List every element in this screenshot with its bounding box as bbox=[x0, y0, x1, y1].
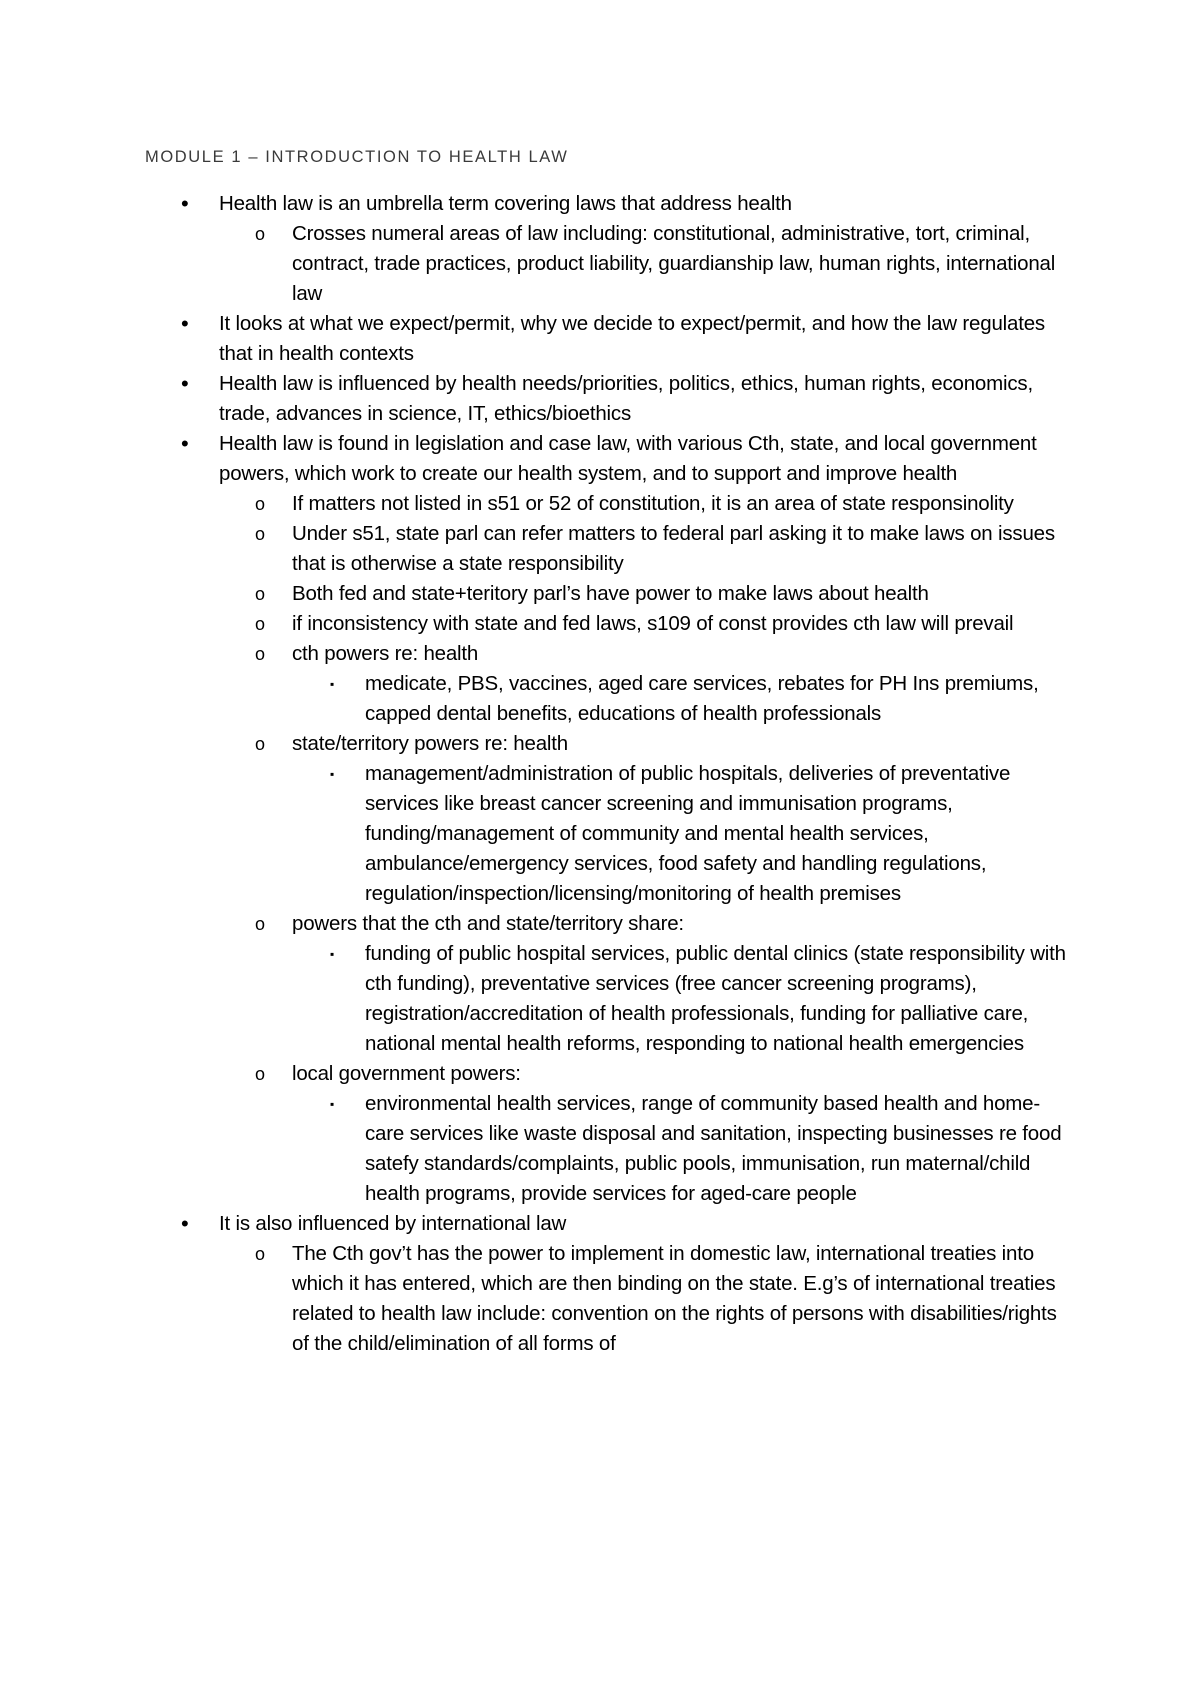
list-item-level-1 bbox=[0, 309, 1077, 369]
list-item-text: Health law is influenced by health needs/priorities, politics, ethics, human rights, economics, trade, advances in science, IT, ethics/bioethics bbox=[219, 372, 1033, 425]
list-item-level-2 bbox=[0, 639, 1077, 669]
bullet-icon: ▪ bbox=[330, 677, 335, 691]
bullet-icon: o bbox=[255, 644, 265, 664]
list-item-level-3 bbox=[0, 759, 1077, 909]
list-item-level-1 bbox=[0, 369, 1077, 429]
list-item-text: management/administration of public hospitals, deliveries of preventative services like breast cancer screening and immunisation programs, funding/management of community and mental health services, ambulance/emergency services, food safety and handling regulations, regulation/inspection/licensing/monitoring of health premises bbox=[365, 762, 1011, 905]
list-item-text: local government powers: bbox=[292, 1062, 521, 1085]
bullet-icon: • bbox=[181, 431, 189, 456]
bullet-icon: o bbox=[255, 224, 265, 244]
list-item-level-2 bbox=[0, 489, 1077, 519]
bullet-icon: • bbox=[181, 1211, 189, 1236]
list-item-level-2 bbox=[0, 219, 1077, 309]
list-item-text: powers that the cth and state/territory share: bbox=[292, 912, 684, 935]
list-item-level-1 bbox=[0, 1209, 1077, 1239]
list-item-text: Under s51, state parl can refer matters to federal parl asking it to make laws on issues that is otherwise a state responsibility bbox=[292, 522, 1055, 575]
bullet-icon: • bbox=[181, 371, 189, 396]
bullet-icon: o bbox=[255, 584, 265, 604]
list-item-text: state/territory powers re: health bbox=[292, 732, 568, 755]
list-item-level-2 bbox=[0, 519, 1077, 579]
list-item-text: Crosses numeral areas of law including: constitutional, administrative, tort, criminal, contract, trade practices, product liability, guardianship law, human rights, international law bbox=[292, 222, 1056, 305]
module-heading: MODULE 1 – INTRODUCTION TO HEALTH LAW bbox=[145, 148, 569, 166]
bullet-icon: ▪ bbox=[330, 767, 335, 781]
bullet-icon: o bbox=[255, 1064, 265, 1084]
bullet-icon: ▪ bbox=[330, 1097, 335, 1111]
list-item-text: Health law is an umbrella term covering laws that address health bbox=[219, 192, 792, 215]
list-item-text: environmental health services, range of community based health and home-care services like waste disposal and sanitation, inspecting businesses re food satefy standards/complaints, public pools, immunisation, run maternal/child health programs, provide services for aged-care people bbox=[365, 1092, 1062, 1205]
list-item-text: The Cth gov’t has the power to implement in domestic law, international treaties into which it has entered, which are then binding on the state. E.g’s of international treaties related to health law include: convention on the rights of persons with disabilities/rights of the child/elimination of all forms of bbox=[292, 1242, 1057, 1355]
list-item-text: cth powers re: health bbox=[292, 642, 479, 665]
bullet-icon: o bbox=[255, 734, 265, 754]
bullet-icon: o bbox=[255, 914, 265, 934]
bullet-icon: o bbox=[255, 1244, 265, 1264]
list-item-level-2 bbox=[0, 729, 1077, 759]
list-item-level-1 bbox=[0, 429, 1077, 489]
list-item-level-2 bbox=[0, 1239, 1077, 1359]
notes-list bbox=[0, 189, 1200, 1359]
list-item-level-2 bbox=[0, 1059, 1077, 1089]
bullet-icon: ▪ bbox=[330, 947, 335, 961]
list-item-level-2 bbox=[0, 609, 1077, 639]
list-item-level-2 bbox=[0, 579, 1077, 609]
list-item-text: It is also influenced by international law bbox=[219, 1212, 567, 1235]
list-item-text: If matters not listed in s51 or 52 of constitution, it is an area of state responsinolity bbox=[292, 492, 1014, 515]
list-item-level-3 bbox=[0, 939, 1077, 1059]
list-item-level-3 bbox=[0, 1089, 1077, 1209]
bullet-icon: o bbox=[255, 614, 265, 634]
bullet-icon: o bbox=[255, 524, 265, 544]
list-item-text: It looks at what we expect/permit, why we decide to expect/permit, and how the law regulates that in health contexts bbox=[219, 312, 1045, 365]
list-item-level-2 bbox=[0, 909, 1077, 939]
list-item-text: if inconsistency with state and fed laws, s109 of const provides cth law will prevail bbox=[292, 612, 1014, 635]
list-item-level-3 bbox=[0, 669, 1077, 729]
list-item-text: medicate, PBS, vaccines, aged care services, rebates for PH Ins premiums, capped dental benefits, educations of health professionals bbox=[365, 672, 1039, 725]
list-item-text: Both fed and state+teritory parl’s have power to make laws about health bbox=[292, 582, 929, 605]
list-item-text: Health law is found in legislation and case law, with various Cth, state, and local government powers, which work to create our health system, and to support and improve health bbox=[219, 432, 1037, 485]
bullet-icon: o bbox=[255, 494, 265, 514]
list-item-level-1 bbox=[0, 189, 1077, 219]
list-item-text: funding of public hospital services, public dental clinics (state responsibility with cth funding), preventative services (free cancer screening programs), registration/accreditation of health professionals, funding for palliative care, national mental health reforms, responding to national health emergencies bbox=[365, 942, 1066, 1055]
bullet-icon: • bbox=[181, 311, 189, 336]
bullet-icon: • bbox=[181, 191, 189, 216]
